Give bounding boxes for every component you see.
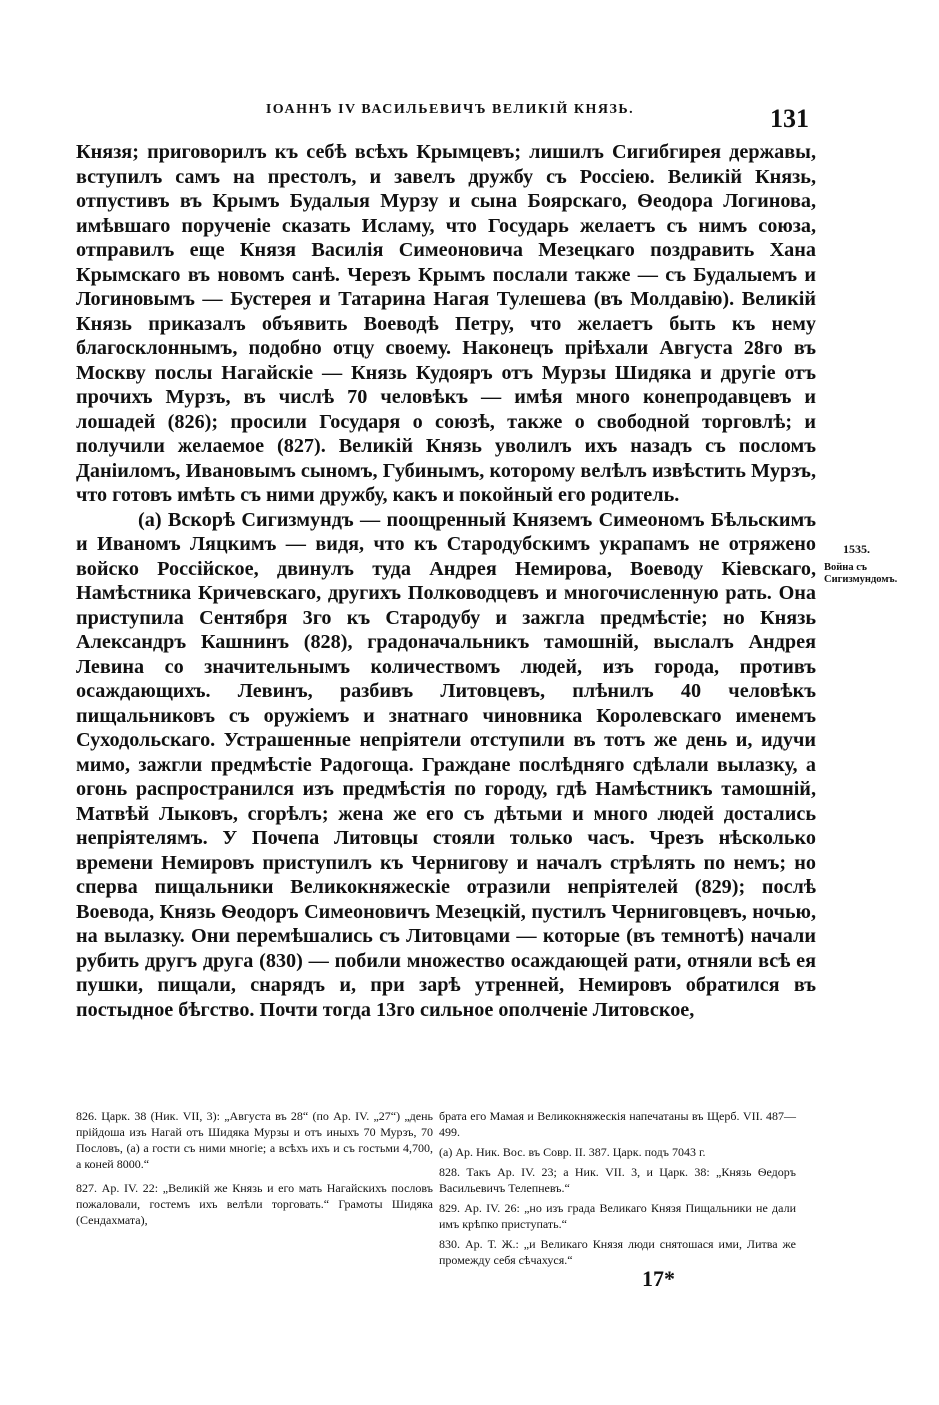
paragraph: (a) Вскорѣ Сигизмундъ — поощренный Княземъ Симеономъ Бѣльскимъ и Иваномъ Ляцкимъ — видя, что къ Стародубскимъ украпамъ не отряжено войско Россійское, двинулъ туда Андрея Немирова, Воеводу Кіевскаго, Намѣстника Кричевскаго, другихъ Полководцевъ и многочисленную рать. Она приступила Сентября 3го къ Стародубу и зажгла предмѣстіе; но Князь Александръ Кашнинъ (828), градоначальникъ тамошній, выслалъ Андрея Левина со значительнымъ количествомъ людей, изъ города, противъ осаждающихъ. Левинъ, разбивъ Литовцевъ, плѣнилъ 40 человѣкъ пищальниковъ съ оружіемъ и знатнаго чиновника Королевскаго именемъ Суходольскаго. Устрашенные непріятели отступили въ тотъ же день и, идучи мимо, зажгли предмѣстіе Радогоща. Граждане послѣдняго сдѣлали вылазку, а огонь распространился изъ предмѣстія по городу, гдѣ Намѣстникъ тамошній, Матвѣй Лыковъ, сгорѣлъ; жена же его съ дѣтьми и много людей достались непріятелямъ. У Почепа Литовцы стояли только часъ. Чрезъ нѣсколько времени Немировъ приступилъ къ Чернигову и началъ стрѣлять по немъ; но сперва пищальники Великокняжескіе отразили непріятелей (829); послѣ Воевода, Князь Ѳеодоръ Симеоновичъ Мезецкій, пустилъ Черниговцевъ, ночью, на вылазку. Они перемѣшались съ Литовцами — которые (въ темнотѣ) начали рубить другъ друга (830) — побили множество осаждающей рати, отняли всѣ ея пушки, пищали, снарядъ и, при зарѣ утренней, Немировъ обратился въ постыдное бѣгство. Почти тогда 13го сильное ополченіе Литовское, [76,508,816,1021]
footnote-830: 830. Ар. Т. Ж.: „и Великаго Князя люди снятошася ими, Литва же промежду себя сѣчахуся.“ [439,1237,796,1267]
footnote-column-left [76,1108,433,1272]
page-number: 131 [770,104,809,133]
margin-year: 1535. [843,542,870,556]
footnote-a: (a) Ар. Ник. Вос. въ Совр. II. 387. Царк. подъ 7043 г. [439,1145,706,1159]
main-text [76,140,816,1022]
footnote-827: 827. Ар. IV. 22: „Великій же Князь и его мать Нагайскихъ пословъ пожаловали, гостемъ ихъ велѣли торговать.“ Грамоты Шидяка (Сендахмата), [76,1181,433,1227]
footnote-column-right [439,1108,796,1272]
footnote-829: 829. Ар. IV. 26: „но изъ града Великаго Князя Пищальники не дали имъ крѣпко приступать.“ [439,1201,796,1231]
footnote-828: 828. Такъ Ар. IV. 23; а Ник. VII. 3, и Царк. 38: „Князь Ѳедоръ Васильевичъ Телепневъ.“ [439,1165,796,1195]
running-title: ІОАННЪ IV ВАСИЛЬЕВИЧЪ ВЕЛИКІЙ КНЯЗЬ. [265,102,635,117]
footnotes [76,1108,796,1272]
footnote-826: 826. Царк. 38 (Ник. VII, 3): „Августа въ 28“ (по Ар. IV. „27“) „день прійдоша изъ Нагай отъ Шидяка Мурзы и отъ иныхъ 70 Мурзъ, 70 Пословъ, (a) а гости съ ними многіе; а всѣхъ ихъ и съ гостьми 4,700, а коней 8000.“ [76,1109,433,1171]
signature-mark: 17* [642,1266,675,1291]
footnote-continuation: брата его Мамая и Великокняжескія напечатаны въ Щерб. VII. 487—499. [439,1109,796,1139]
margin-note: Война съ Сигизмундомъ. [824,562,898,585]
paragraph: Князя; приговорилъ къ себѣ всѣхъ Крымцевъ; лишилъ Сигибгирея державы, вступилъ самъ на престолъ, и завелъ дружбу съ Россіею. Великій Князь, отпустивъ въ Крымъ Будалыя Мурзу и сына Боярскаго, Ѳеодора Логинова, имѣвшаго порученіе сказать Исламу, что Государь желаетъ съ нимъ союза, отправилъ еще Князя Василія Симеоновича Мезецкаго поздравить Хана Крымскаго въ новомъ санѣ. Черезъ Крымъ послали также — съ Будалыемъ и Логиновымъ — Бустерея и Татарина Нагая Тулешева (въ Молдавію). Великій Князь приказалъ объявить Воеводѣ Петру, что желаетъ быть къ нему благосклоннымъ, подобно отцу своему. Наконецъ пріѣхали Августа 28го въ Москву послы Нагайскіе — Князь Кудояръ отъ Мурзы Шидяка и другіе отъ прочихъ Мурзъ, въ числѣ 70 человѣкъ — имѣя много конепродавцевъ и лошадей (826); просили Государя о союзѣ, также о свободной торговлѣ; и получили желаемое (827). Великій Князь уволилъ ихъ назадъ съ посломъ Даніиломъ, Ивановымъ сыномъ, Губинымъ, которому велѣлъ извѣстить Мурзъ, что готовъ имѣть съ ними дружбу, какъ и покойный его родитель. [76,141,816,506]
